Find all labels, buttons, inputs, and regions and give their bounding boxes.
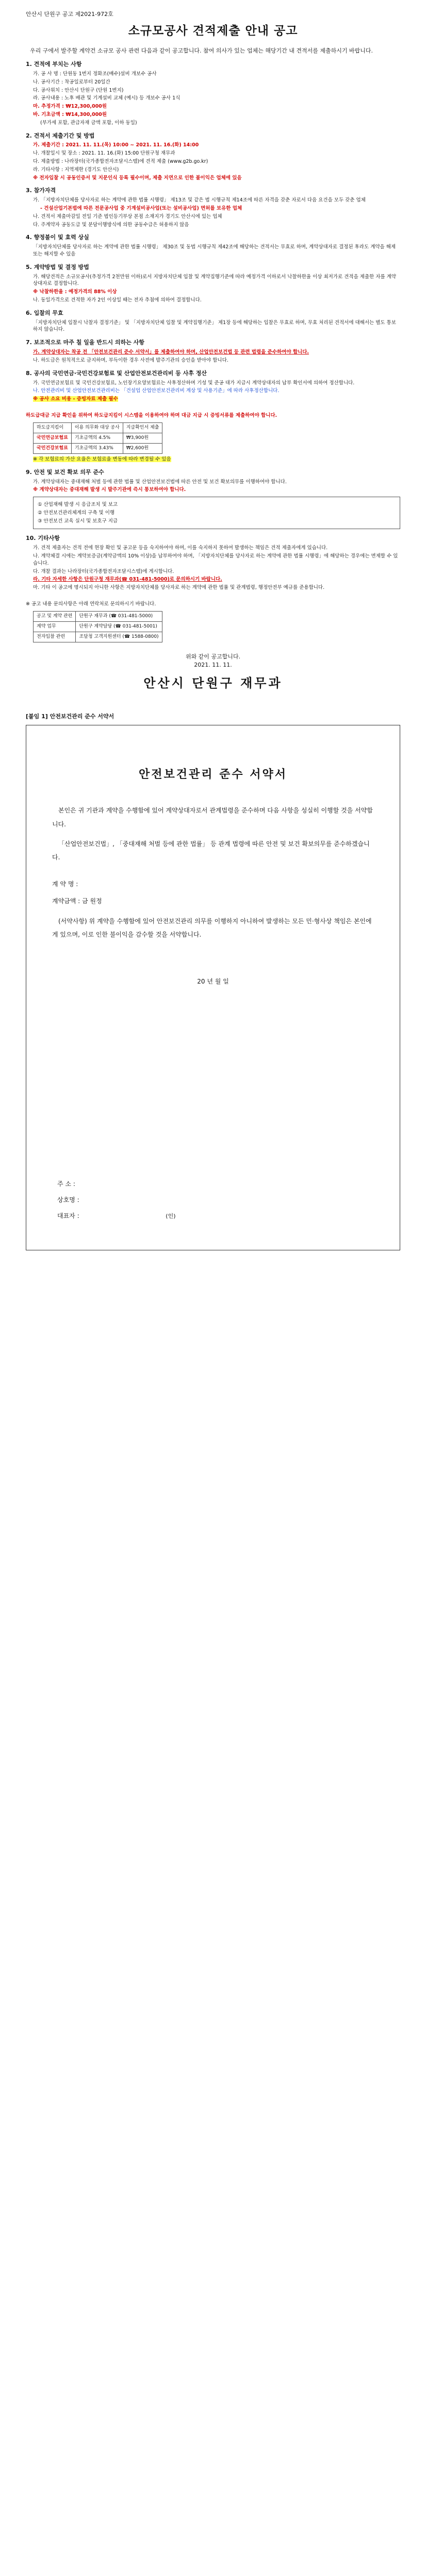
section-1-items [26,71,400,126]
safety-item: ② 안전보건관리체계의 구축 및 이행 [38,510,115,516]
table-cell: 공고 및 계약 관련 [34,611,76,621]
safety-item: ③ 안전보건 교육 실시 및 보호구 지급 [38,518,118,524]
pledge-address[interactable]: 주 소 : [57,1180,75,1188]
annex-tag: [붙임 1] 안전보건관리 준수 서약서 [26,713,114,720]
section-heading-2: 2. 견적서 제출기간 및 방법 [26,132,95,139]
table-cell: 조달청 고객지원센터 (☎ 1588-0800) [76,632,162,642]
sec11-text: 마. 기타 이 공고에 명시되지 아니한 사항은 지방자치단체를 당사자로 하는 계약에 관한 법률 및 관계법령, 행정안전부 예규를 준용합니다. [33,585,325,591]
safety-box [33,497,400,529]
sec3-red: - 건설산업기본법에 따른 전문공사업 중 기계설비공사업(또는 설비공사업) 면허를 보유한 업체 [40,205,242,211]
sec7-text: 나. 하도급은 원칙적으로 금지하며, 부득이한 경우 사전에 발주기관의 승인을 받아야 합니다. [33,357,228,363]
pledge-paragraph: 「산업안전보건법」, 「중대재해 처벌 등에 관한 법률」 등 관계 법령에 따른 안전 및 보건 확보의무를 준수하겠습니다. [52,840,370,861]
sec2-item: 가. 제출기간 : 2021. 11. 11.(목) 10:00 ~ 2021. 11. 16.(화) 14:00 [33,142,199,148]
section-8-body [26,380,400,403]
table-cell: 국민연금보험료 [34,433,72,443]
sec1-item: 다. 공사위치 : 안산시 단원구 (단원 1번지) [33,87,124,93]
sec8-highlight: ※ 공사 소요 비용 - 증빙자료 제출 필수 [33,396,118,402]
table-row [34,632,162,642]
table-cell: ₩2,600원 [123,443,162,453]
sec11-item: 다. 개찰 결과는 나라장터(국가종합전자조달시스템)에 게시합니다. [33,568,174,574]
pledge-paragraph: 본인은 귀 기관과 계약을 수행함에 있어 계약상대자로서 관계법령을 준수하며 다음 사항을 성실히 이행할 것을 서약합니다. [52,807,373,828]
section-heading-4: 4. 향정불이 및 효력 상실 [26,234,89,241]
pledge-representative[interactable]: 대표자 : [57,1212,79,1220]
sec7-red: 가. 계약상대자는 착공 전 「안전보건관리 준수 서약서」를 제출하여야 하며, 산업안전보건법 등 관련 법령을 준수하여야 합니다. [33,349,309,355]
page-title: 소규모공사 견적제출 안내 공고 [128,24,298,38]
table-cell: 국민건강보험료 [34,443,72,453]
pledge-field-contract[interactable]: 계 약 명 : [52,880,78,888]
table-row [34,433,162,443]
sec11-item: 가. 견적 제출자는 견적 전에 현장 확인 및 공고문 등을 숙지하여야 하며, 이를 숙지하지 못하여 발생하는 책임은 견적 제출자에게 있습니다. [33,545,328,551]
safety-item: ① 산업재해 발생 시 응급조치 및 보고 [38,502,118,508]
section-2-items [26,142,400,181]
pledge-paragraph: (서약사항) 위 계약을 수행함에 있어 안전보건관리 의무를 이행하지 아니하여 발생하는 모든 민·형사상 책임은 본인에게 있으며, 이로 인한 불이익을 감수할 것을 서약합니다. [52,917,372,939]
signature-block [26,653,400,692]
sec8-blue: 나. 안전관리비 및 산업안전보건관리비는 「건설업 산업안전보건관리비 계상 및 사용기준」에 따라 사후정산합니다. [33,388,280,394]
table-cell: 지급확인서 제출 [123,422,162,433]
pledge-fill-fields [52,880,374,906]
section-3-body [26,197,400,228]
table-row [34,422,162,433]
sec9-highlight: ※ 각 보험료의 가산 요율은 보험료율 변동에 따라 변경될 수 있음 [33,456,171,462]
sec5-text: 나. 동일가격으로 견적한 자가 2인 이상일 때는 전자 추첨에 의하여 결정합니다. [33,297,202,303]
sec2-warning: ※ 전자입찰 시 공동인증서 및 지문인식 등록 필수이며, 제출 지연으로 인한 불이익은 업체에 있음 [33,175,242,181]
contacts-heading: ※ 공고 내용 문의사항은 아래 연락처로 문의하시기 바랍니다. [26,601,156,607]
document-body [26,10,400,1250]
stamp-mark: (인) [166,1213,176,1220]
table-row [34,621,162,632]
sec2-item: 라. 기타사항 : 지역제한 (경기도 안산시) [33,166,119,173]
section-heading-6: 6. 입찰의 무효 [26,309,63,316]
section-7-body [26,349,400,364]
sec3-text: 다. 주계약자 공동도급 및 분담이행방식에 의한 공동수급은 허용하지 않음 [33,222,189,228]
sec10-text: 가. 계약상대자는 중대재해 처벌 등에 관한 법률 및 산업안전보건법에 따른 안전 및 보건 확보의무를 이행하여야 합니다. [33,479,287,485]
sec5-red: ※ 낙찰하한율 : 예정가격의 88% 이상 [33,289,117,295]
pledge-form [26,725,400,1250]
table-cell: 하도급지킴이 [34,422,72,433]
pledge-signature [57,1176,176,1225]
table-row [34,443,162,453]
section-heading-10: 10. 기타사항 [26,535,60,542]
closing-text: 위와 같이 공고합니다. [185,653,241,660]
sec9-red: 하도급대금 지급 확인을 위하여 하도급지킴이 시스템을 이용하여야 하며 대금 지급 시 증빙서류를 제출하여야 합니다. [26,412,277,418]
table-cell: 이용 의무화 대상 공사 [71,422,123,433]
contacts-table [33,611,162,642]
table-cell: 기초금액의 3.43% [71,443,123,453]
sec1-item: 바. 기초금액 : ₩14,300,000원 [33,111,107,117]
pledge-field-amount[interactable]: 계약금액 : 금 원정 [52,897,102,905]
notice-number: 안산시 단원구 공고 제2021-972호 [26,11,113,18]
sec1-item: 가. 공 사 명 : 단원동 1번지 정화조(배수)설비 개보수 공사 [33,71,157,77]
pledge-title: 안전보건관리 준수 서약서 [138,768,288,782]
sec3-text: 나. 견적서 제출마감일 전일 기준 법인등기부상 본점 소재지가 경기도 안산시에 있는 업체 [33,213,222,219]
intro-text: 우리 구에서 발주할 계약건 소규모 공사 관련 다음과 같이 공고합니다. 참여 의사가 있는 업체는 해당기간 내 견적서를 제출하시기 바랍니다. [30,47,373,55]
insurance-table [33,422,162,454]
section-10-body [26,545,400,591]
section-5-body [26,274,400,304]
sec8-text: 가. 국민연금보험료 및 국민건강보험료, 노인장기요양보험료는 사후정산하며 기성 및 준공 대가 지급시 계약상대자의 납부 확인서에 의하여 정산합니다. [33,380,355,386]
section-heading-3: 3. 참가자격 [26,187,56,194]
sec5-text: 가. 해당견적은 소규모공사(추정가격 2천만원 이하)로서 지방자치단체 입찰 및 계약집행기준에 따라 예정가격 이하로서 낙찰하한율 이상 최저가로 견적을 제출한 자를 계약상대자로 결정합니다. [33,274,397,287]
sec1-note: (부가세 포함, 관급자재 금액 포함, 이하 동일) [40,120,137,126]
section-9-body [26,479,400,530]
table-row [34,611,162,621]
table-cell: 단원구 재무과 (☎ 031-481-5000) [76,611,162,621]
sec3-text: 가. 「지방자치단체를 당사자로 하는 계약에 관한 법률 시행령」 제13조 및 같은 법 시행규칙 제14조에 따른 자격을 갖춘 자로서 다음 요건을 모두 갖춘 업체 [33,197,366,204]
sec11-red: 라. 기타 자세한 사항은 단원구청 재무과(☎ 031-481-5000)로 문의하시기 바랍니다. [33,577,222,583]
table-cell: 전자입찰 관련 [34,632,76,642]
sec1-item: 라. 공사내용 : 노후 배관 및 기계설비 교체 (예시) 등 개보수 공사 1식 [33,95,181,101]
sec10-red: ※ 계약상대자는 중대재해 발생 시 발주기관에 즉시 통보하여야 합니다. [33,487,186,493]
pledge-date: 20 년 월 일 [197,978,229,986]
table-cell: 기초금액의 4.5% [71,433,123,443]
table-cell: 단원구 계약담당 (☎ 031-481-5001) [76,621,162,632]
table-cell: 계약 업무 [34,621,76,632]
sec2-item: 다. 제출방법 : 나라장터(국가종합전자조달시스템)에 견적 제출 (www.g2b.go.kr) [33,158,208,164]
section-heading-1: 1. 견적에 부치는 사항 [26,61,82,68]
pledge-company[interactable]: 상호명 : [57,1196,79,1204]
section-heading-9: 9. 안전 및 보건 확보 의무 준수 [26,468,104,476]
section-heading-5: 5. 계약방법 및 결정 방법 [26,263,89,270]
sec2-item: 나. 개찰일시 및 장소 : 2021. 11. 16.(화) 15:00 단원구청 재무과 [33,150,175,157]
sec11-item: 나. 계약체결 시에는 계약보증금(계약금액의 10% 이상)을 납부하여야 하며, 「지방자치단체를 당사자로 하는 계약에 관한 법률 시행령」에 해당하는 경우에는 면제할 수 있습니다. [33,553,398,566]
sec1-item: 나. 공사기간 : 착공일로부터 20일간 [33,79,110,85]
section-heading-8: 8. 공사의 국민연금·국민건강보험료 및 산업안전보건관리비 등 사후 정산 [26,369,207,377]
section-heading-7: 7. 보조적으로 마주 칠 일을 반드시 의하는 사항 [26,339,144,346]
issuing-office: 안산시 단원구 재무과 [143,675,283,690]
notice-date: 2021. 11. 11. [194,661,232,668]
table-cell: ₩3,900원 [123,433,162,443]
sec6-text: 「지방자치단체 입찰시 낙찰자 결정기준」 및 「지방자치단체 입찰 및 계약집행기준」 제1장 등에 해당하는 입찰은 무효로 하며, 무효 처리된 견적서에 대해서는 별도 통보하지 않습니다. [33,319,396,333]
sec4-text: 「지방자치단체를 당사자로 하는 계약에 관한 법률 시행령」 제30조 및 동법 시행규칙 제42조에 해당하는 견적서는 무효로 하며, 계약상대자로 결정된 후라도 계약을 해제 또는 해지할 수 있음 [33,244,396,257]
sec1-item: 마. 추정가격 : ₩12,300,000원 [33,104,107,110]
